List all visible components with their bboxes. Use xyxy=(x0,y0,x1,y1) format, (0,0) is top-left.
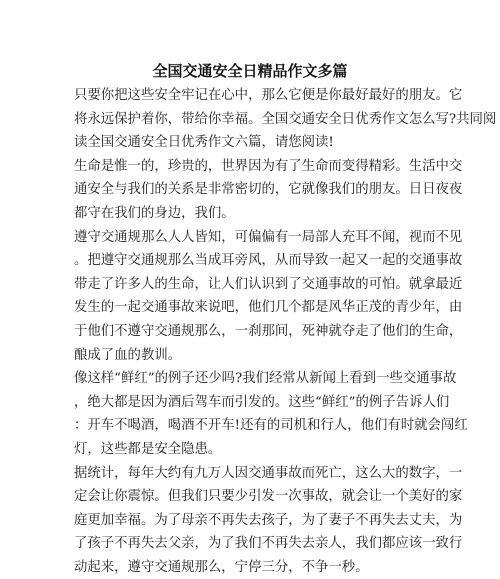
text-line: ：开车不喝酒，喝酒不开车!还有的司机和行人，他们有时就会闯红 xyxy=(74,418,468,434)
text-line: 发生的一起交通事故来说吧，他们几个都是风华正茂的青少年，由 xyxy=(74,300,463,316)
text-line: 只要你把这些安全牢记在心中，那么它便是你最好最好的朋友。它 xyxy=(74,88,463,103)
text-line: 于他们不遵守交通规那么，一刹那间，死神就夺走了他们的生命， xyxy=(74,323,463,339)
text-line: 酿成了血的教训。 xyxy=(74,347,182,363)
text-line: 据统计，每年大约有九万人因交通事故而死亡，这么大的数字，一 xyxy=(74,465,463,481)
text-line: 。把遵守交通规那么当成耳旁风，从而导致一起又一起的交通事故 xyxy=(74,253,463,269)
text-line: ，绝大都是因为酒后驾车而引发的。这些“鲜红”的例子告诉人们 xyxy=(74,394,450,410)
text-line: 遵守交通规那么人人皆知，可偏偏有一局部人充耳不闻，视而不见 xyxy=(74,229,463,245)
text-line: 通安全与我们的关系是非常密切的，它就像我们的朋友。日日夜夜 xyxy=(74,182,463,198)
text-line: 灯，这些都是安全隐患。 xyxy=(74,441,222,457)
text-line: 将永远保护着你，带给你幸福。全国交通安全日优秀作文怎么写?共同阅 xyxy=(74,111,497,127)
text-line: 读全国交通安全日优秀作文六篇，请您阅读! xyxy=(74,135,334,151)
text-line: 生命是惟一的，珍贵的，世界因为有了生命而变得精彩。生活中交 xyxy=(74,158,463,174)
text-line: 了孩子不再失去父亲，为了我们不再失去亲人，我们都应该一致行 xyxy=(74,536,463,552)
text-line: 带走了许多人的生命，让人们认识到了交通事故的可怕。就拿最近 xyxy=(74,276,463,292)
text-line: 都守在我们的身边，我们。 xyxy=(74,205,235,221)
document-title: 全国交通安全日精品作文多篇 xyxy=(152,62,348,80)
text-line: 动起来，遵守交通规那么，宁停三分，不争一秒。 xyxy=(74,559,369,575)
text-line: 定会让你震惊。但我们只要少引发一次事故，就会让一个美好的家 xyxy=(74,489,463,505)
text-line: 庭更加幸福。为了母亲不再失去孩子，为了妻子不再失去丈夫，为 xyxy=(74,512,463,528)
text-line: 像这样“鲜红”的例子还少吗?我们经常从新闻上看到一些交通事故 xyxy=(74,371,457,387)
document-body xyxy=(74,84,497,579)
